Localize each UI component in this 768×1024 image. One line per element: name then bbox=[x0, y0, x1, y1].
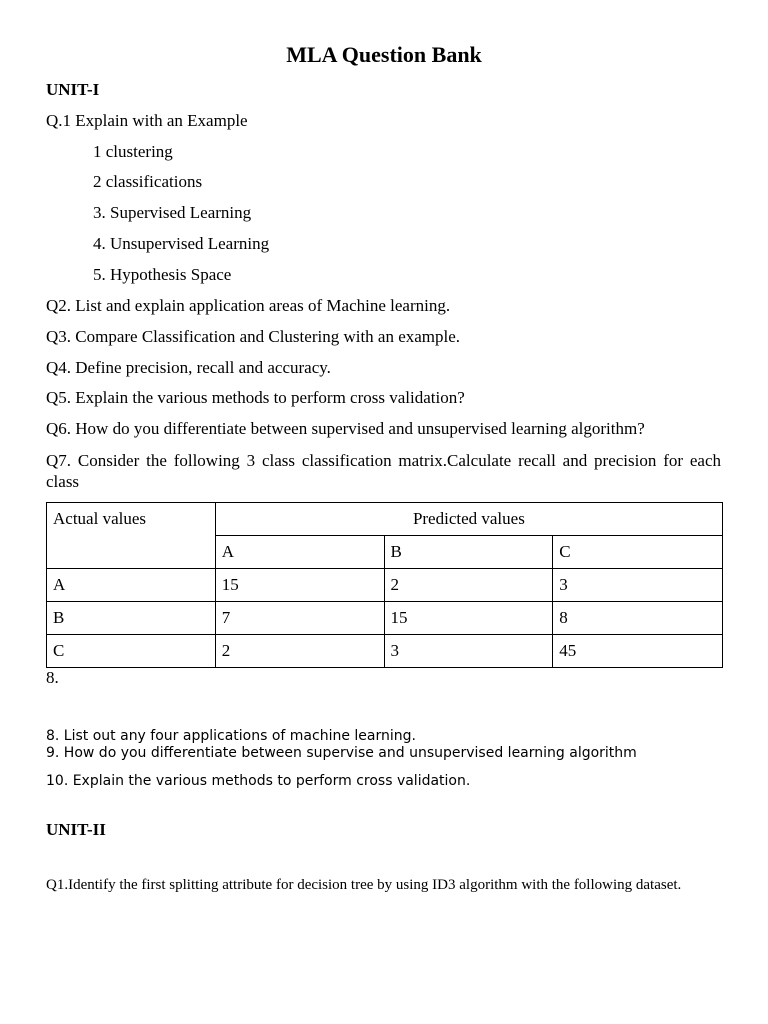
question-1-item: 2 classifications bbox=[93, 172, 203, 191]
table-row bbox=[47, 569, 723, 602]
table-cell: 2 bbox=[215, 635, 384, 668]
extra-question-8: 8. List out any four applications of machine learning. bbox=[46, 728, 416, 744]
question-1-item: 3. Supervised Learning bbox=[93, 203, 252, 222]
question-3: Q3. Compare Classification and Clustering with an example. bbox=[46, 327, 461, 346]
extra-question-10: 10. Explain the various methods to perform cross validation. bbox=[46, 773, 471, 789]
column-header: A bbox=[215, 536, 384, 569]
question-5: Q5. Explain the various methods to perform cross validation? bbox=[46, 388, 465, 407]
table-cell: 7 bbox=[215, 602, 384, 635]
confusion-matrix-table bbox=[46, 502, 723, 668]
table-row bbox=[47, 635, 723, 668]
unit-2-heading: UNIT-II bbox=[46, 820, 106, 839]
unit-2-question-1: Q1.Identify the first splitting attribute for decision tree by using ID3 algorithm with the following dataset. bbox=[46, 877, 682, 893]
predicted-values-header: Predicted values bbox=[215, 503, 722, 536]
table-cell: 3 bbox=[553, 569, 723, 602]
question-1: Q.1 Explain with an Example bbox=[46, 111, 248, 130]
question-4: Q4. Define precision, recall and accuracy. bbox=[46, 358, 331, 377]
unit-1-heading: UNIT-I bbox=[46, 80, 100, 99]
question-7: Q7. Consider the following 3 class classification matrix.Calculate recall and precision for each class bbox=[46, 451, 721, 491]
column-header: B bbox=[384, 536, 553, 569]
table-cell: 2 bbox=[384, 569, 553, 602]
row-label: B bbox=[47, 602, 216, 635]
table-cell: 15 bbox=[384, 602, 553, 635]
table-row bbox=[47, 602, 723, 635]
page-title: MLA Question Bank bbox=[286, 42, 482, 67]
actual-values-header: Actual values bbox=[47, 503, 216, 569]
column-header: C bbox=[553, 536, 723, 569]
table-cell: 45 bbox=[553, 635, 723, 668]
row-label: A bbox=[47, 569, 216, 602]
question-8-stub: 8. bbox=[46, 668, 59, 687]
question-6: Q6. How do you differentiate between supervised and unsupervised learning algorithm? bbox=[46, 419, 645, 438]
question-1-item: 1 clustering bbox=[93, 142, 173, 161]
table-cell: 3 bbox=[384, 635, 553, 668]
table-cell: 15 bbox=[215, 569, 384, 602]
row-label: C bbox=[47, 635, 216, 668]
question-2: Q2. List and explain application areas of Machine learning. bbox=[46, 296, 451, 315]
question-1-item: 4. Unsupervised Learning bbox=[93, 234, 270, 253]
question-1-item: 5. Hypothesis Space bbox=[93, 265, 232, 284]
table-cell: 8 bbox=[553, 602, 723, 635]
extra-question-9: 9. How do you differentiate between supervise and unsupervised learning algorithm bbox=[46, 745, 637, 761]
